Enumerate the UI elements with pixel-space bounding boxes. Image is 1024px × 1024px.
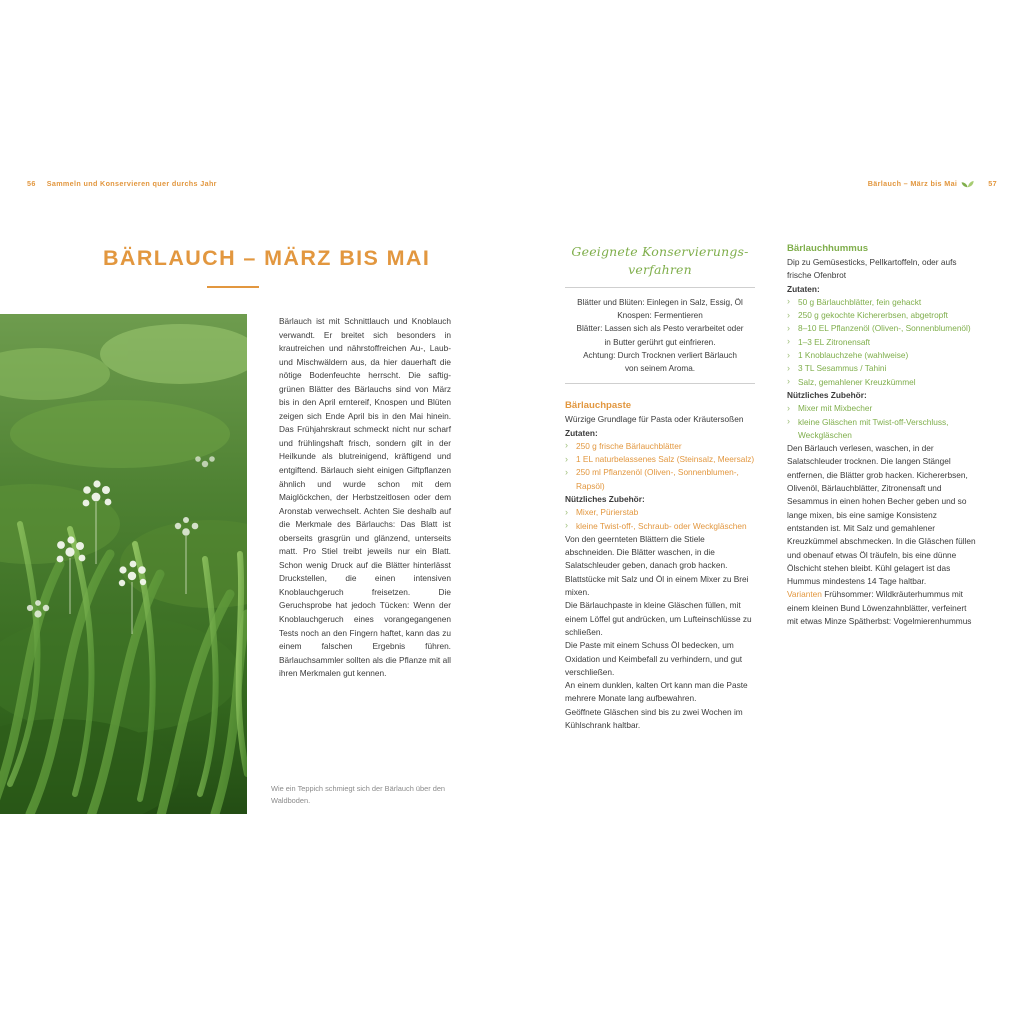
middle-column	[565, 243, 755, 732]
running-head-right-text: Bärlauch – März bis Mai	[867, 179, 958, 188]
list-item: › Mixer mit Mixbecher	[787, 402, 977, 415]
list-item: › 1 Knoblauchzehe (wahlweise)	[787, 349, 977, 362]
variants-text: Frühsommer: Wildkräuterhummus mit einem kleinen Bund Löwenzahnblätter, verfeinert mit etwas Minze Spätherbst: Vogelmierenhummus	[787, 589, 972, 627]
method-paragraph: Die Bärlauchpaste in kleine Gläschen füllen, mit einem Löffel gut andrücken, um Lufteinschlüsse zu schließen.	[565, 600, 752, 637]
equipment-label-paste: Nützliches Zubehör:	[565, 494, 645, 504]
equipment-list-hummus	[787, 402, 977, 442]
method-paragraph: Von den geernteten Blättern die Stiele abschneiden. Die Blätter waschen, in die Salatschleuder geben, danach grob hacken. Blattstücke mit Salz und Öl in einem Mixer zu Brei mixen.	[565, 533, 749, 598]
left-body-paragraph: Bärlauch ist mit Schnittlauch und Knoblauch verwandt. Er breitet sich besonders in krautreichen und nährstoffreichen Au-, Laub- und Mischwäldern aus, da hier dauerhaft die nötige Bodenfeuchte herrscht. Die saftig-grünen Blätter des Bärlauchs sind von März bis in den April erntereif, Knospen und Blüten zeigen sich Ende April bis in den Mai hinein. Das Frühjahrskraut schmeckt nicht nur scharf und frühlingshaft frisch, sondern gilt in der Heilkunde als blutreinigend, kräftigend und entgiftend. Bärlauch sieht einigen Giftpflanzen ähnlich und wurde schon mit dem Maiglöckchen, der Herbstzeitlosen oder dem Aronstab verwechselt. Achten Sie deshalb auf die Merkmale des Bärlauchs: Das Blatt ist oberseits grasgrün und glänzend, unterseits matt. Pro Stiel treibt jeweils nur ein Blatt. Schon wenig Druck auf die Blätter hinterlässt Druckstellen, die einen intensiven Knoblauchgeruch freisetzen. Die Geruchsprobe hat jedoch Tücken: Wenn der Knoblauchgeruch eines vorangegangenen Tests noch an den Fingern haftet, kann das zu einem falschen Ergebnis führen. Bärlauchsammler sollten als die Pflanze mit all ihren Merkmalen gut kennen.	[279, 316, 451, 679]
list-item: › 50 g Bärlauchblätter, fein gehackt	[787, 296, 977, 309]
preservation-note-line: Knospen: Fermentieren	[617, 311, 703, 321]
variants-label: Varianten	[787, 589, 822, 600]
leaf-icon	[961, 179, 974, 190]
list-item: › 250 g frische Bärlauchblätter	[565, 440, 755, 453]
running-head-right	[868, 179, 997, 190]
equipment-list-paste	[565, 506, 755, 533]
page-title: BÄRLAUCH – MÄRZ BIS MAI	[103, 246, 431, 270]
preservation-note-line: Blätter: Lassen sich als Pesto verarbeitet oder	[576, 324, 744, 334]
preservation-note-line: Achtung: Durch Trocknen verliert Bärlauch	[583, 350, 737, 360]
preservation-note-line: in Butter gerührt gut einfrieren.	[604, 337, 716, 347]
list-item: › Salz, gemahlener Kreuzkümmel	[787, 376, 977, 389]
recipe-lead-paste: Würzige Grundlage für Pasta oder Kräutersoßen	[565, 414, 744, 425]
list-item: › Mixer, Pürierstab	[565, 506, 755, 519]
preservation-note-line: Blätter und Blüten: Einlegen in Salz, Essig, Öl	[577, 298, 743, 307]
method-paragraph: An einem dunklen, kalten Ort kann man die Paste mehrere Monate lang aufbewahren.	[565, 680, 748, 704]
preservation-heading	[565, 243, 755, 279]
list-item: › 250 ml Pflanzenöl (Oliven-, Sonnenblumen-, Rapsöl)	[565, 466, 755, 493]
list-item: › 1–3 EL Zitronensaft	[787, 336, 977, 349]
running-head-left	[27, 179, 217, 188]
preservation-note	[565, 296, 755, 375]
method-paragraph: Den Bärlauch verlesen, waschen, in der Salatschleuder trocknen. Die langen Stängel entfernen, die Blätter grob hacken. Kichererbsen, Olivenöl, Bärlauchblätter, Zitronensaft und Sesammus in einen hohen Becher geben und so lange mixen, bis eine samige Konsistenz entstanden ist. Mit Salz und gemahlener Kreuzkümmel abschmecken. In die Gläschen füllen und obenauf etwas Öl träufeln, bis eine dünne Ölschicht stehen bleibt. Kühl gelagert ist das Hummus mindestens 14 Tage haltbar.	[787, 443, 976, 587]
photo-caption: Wie ein Teppich schmiegt sich der Bärlauch über den Waldboden.	[271, 784, 446, 805]
list-item: › kleine Twist-off-, Schraub- oder Weckgläschen	[565, 520, 755, 533]
recipe-title-hummus: Bärlauchhummus	[787, 243, 869, 254]
ingredients-label-paste: Zutaten:	[565, 427, 598, 438]
folio-left: 56	[27, 179, 36, 188]
recipe-title-paste: Bärlauchpaste	[565, 400, 632, 412]
variants-paragraph	[787, 588, 977, 628]
left-body-text	[279, 315, 451, 681]
method-paragraph: Die Paste mit einem Schuss Öl bedecken, um Oxidation und Keimbefall zu verhindern, und gut verschließen.	[565, 640, 743, 677]
ingredients-label-hummus: Zutaten:	[787, 283, 820, 294]
list-item: › 3 TL Sesammus / Tahini	[787, 362, 977, 375]
divider-top	[565, 287, 755, 288]
divider-bottom	[565, 383, 755, 384]
equipment-label-hummus: Nützliches Zubehör:	[787, 389, 867, 400]
ingredients-list-hummus	[787, 296, 977, 389]
list-item: › kleine Gläschen mit Twist-off-Verschluss, Weckgläschen	[787, 416, 977, 443]
recipe-lead-hummus: Dip zu Gemüsesticks, Pellkartoffeln, oder aufs frische Ofenbrot	[787, 257, 957, 281]
list-item: › 1 EL naturbelassenes Salz (Steinsalz, Meersalz)	[565, 453, 755, 466]
title-divider	[207, 286, 259, 288]
method-paragraph: Geöffnete Gläschen sind bis zu zwei Wochen im Kühlschrank haltbar.	[565, 706, 743, 731]
list-item: › 8–10 EL Pflanzenöl (Oliven-, Sonnenblumenöl)	[787, 322, 977, 335]
ingredients-list-paste	[565, 440, 755, 493]
barlauch-photo	[0, 314, 247, 814]
preservation-note-line: von seinem Aroma.	[624, 364, 696, 374]
right-column	[787, 243, 977, 628]
photo-illustration	[0, 314, 247, 814]
folio-right: 57	[988, 179, 997, 188]
preservation-heading-text: Geeignete Konservierungs-verfahren	[571, 244, 749, 277]
list-item: › 250 g gekochte Kichererbsen, abgetropft	[787, 309, 977, 322]
running-head-left-text: Sammeln und Konservieren quer durchs Jahr	[46, 179, 217, 188]
